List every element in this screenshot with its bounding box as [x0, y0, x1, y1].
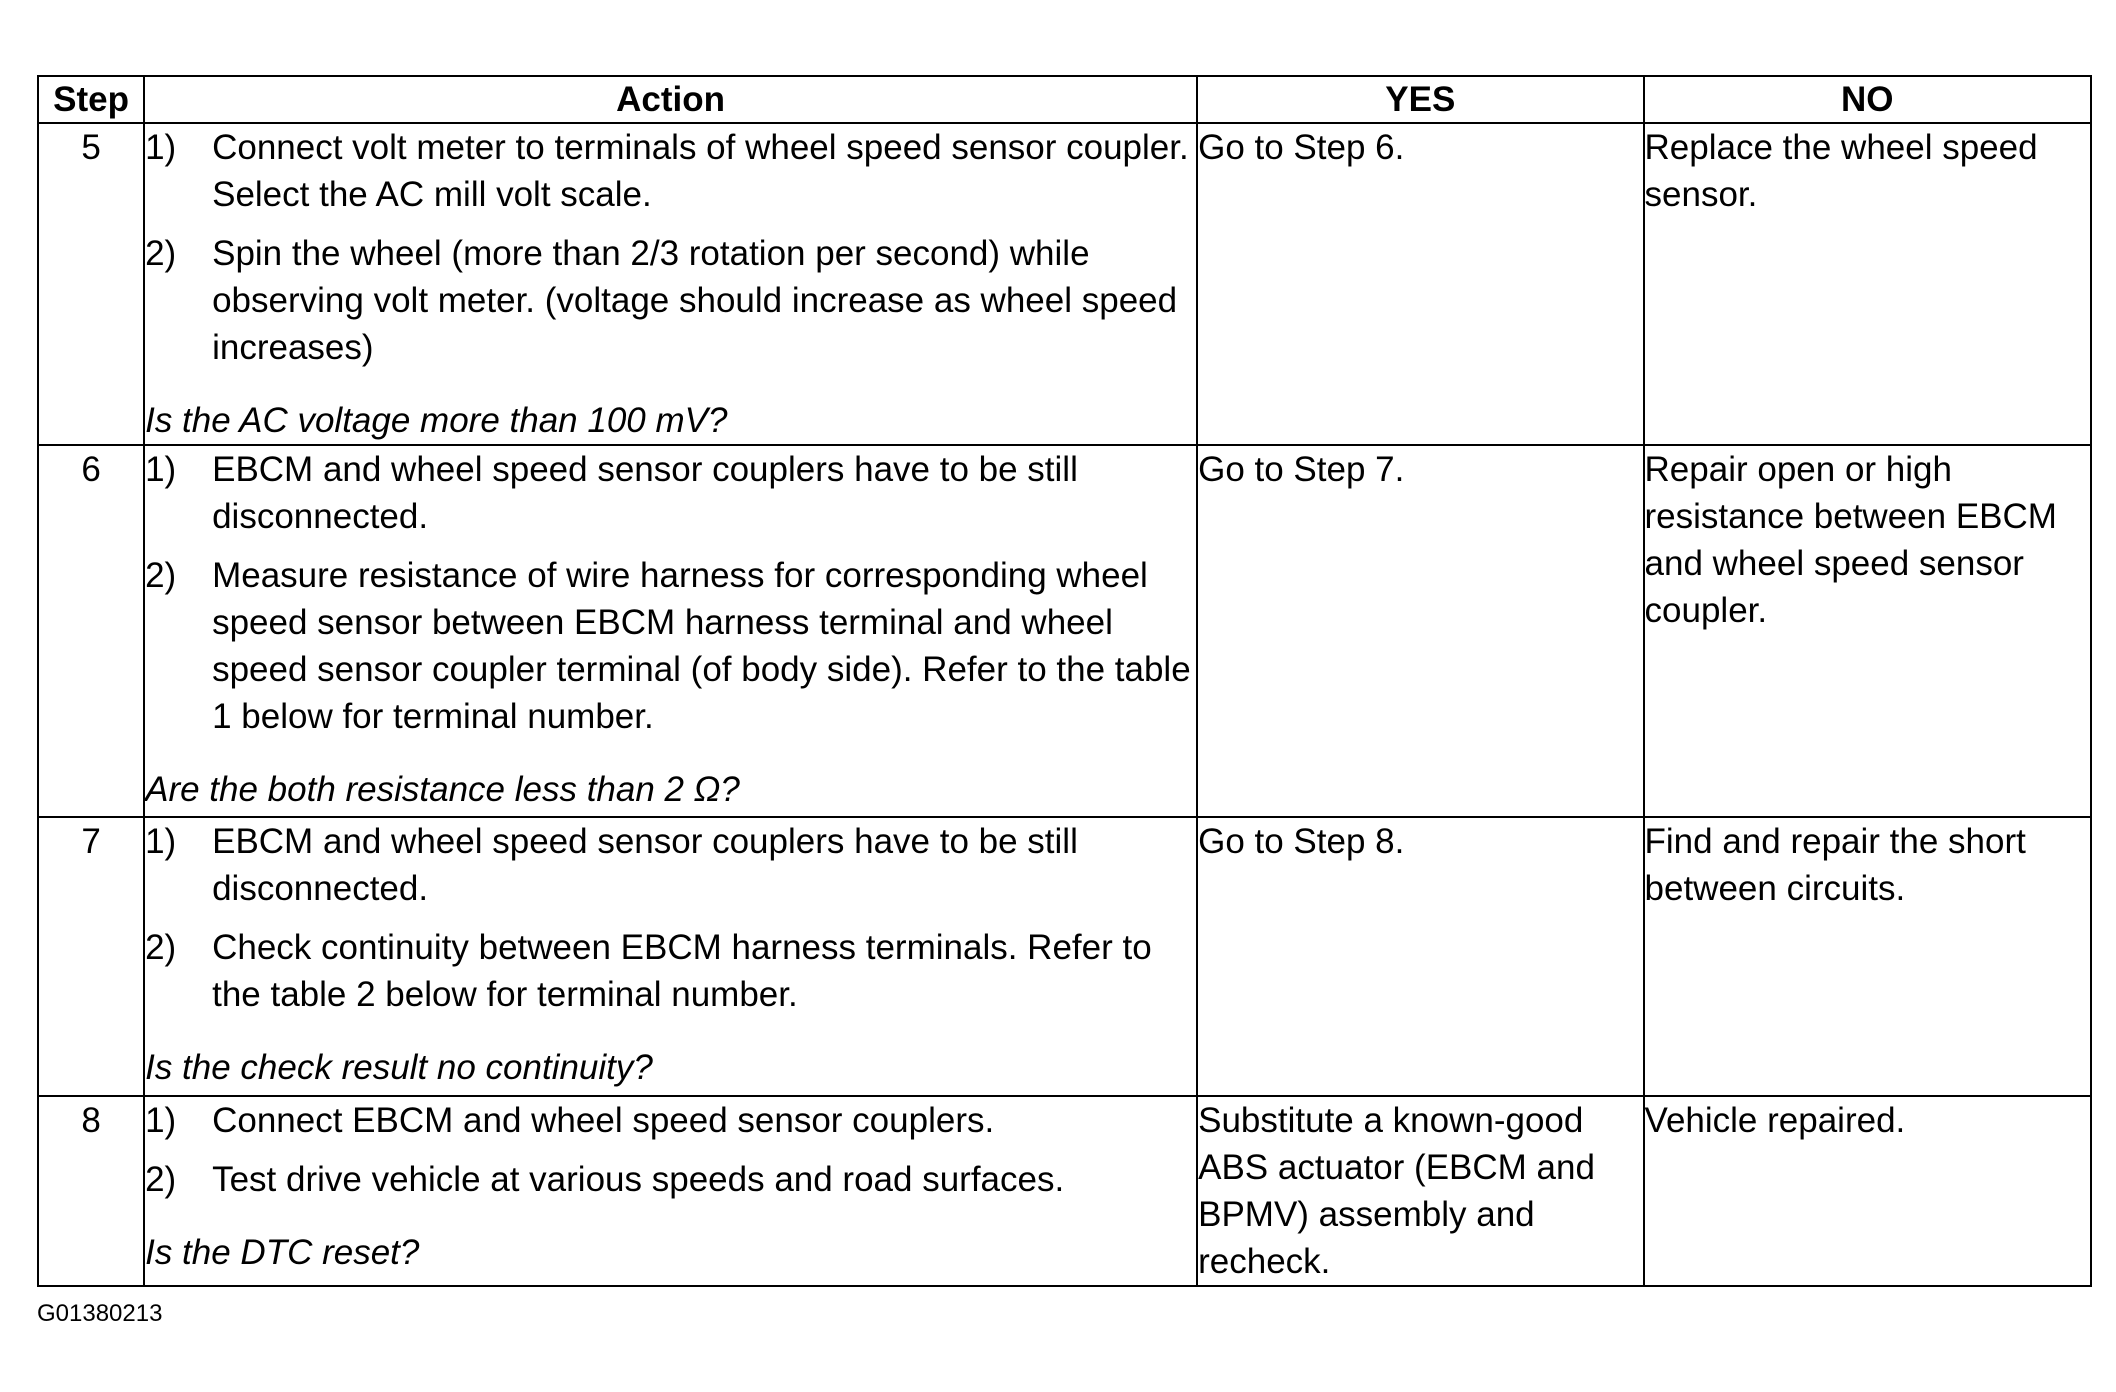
header-step: Step — [38, 76, 144, 123]
yes-result: Go to Step 8. — [1197, 817, 1643, 1096]
action-substep — [145, 924, 1196, 1018]
action-cell — [144, 123, 1197, 445]
action-cell — [144, 1096, 1197, 1286]
header-yes: YES — [1197, 76, 1643, 123]
action-substep — [145, 230, 1196, 371]
step-number: 7 — [38, 817, 144, 1096]
figure-code: G01380213 — [37, 1300, 163, 1327]
action-cell — [144, 817, 1197, 1096]
substep-number: 2) — [145, 928, 177, 967]
header-no: NO — [1644, 76, 2091, 123]
substep-number: 1) — [145, 1101, 177, 1140]
substep-text: Measure resistance of wire harness for corresponding wheel speed sensor between EBCM harness terminal and wheel speed sensor coupler terminal (of body side). Refer to the table 1 below for terminal number. — [212, 556, 1191, 736]
substep-text: Test drive vehicle at various speeds and road surfaces. — [212, 1160, 1065, 1199]
action-substep — [145, 124, 1196, 218]
action-substep — [145, 818, 1196, 912]
header-action: Action — [144, 76, 1197, 123]
step-question: Is the check result no continuity? — [145, 1048, 653, 1087]
substep-number: 1) — [145, 128, 177, 167]
action-substep — [145, 552, 1196, 740]
yes-result: Substitute a known-good ABS actuator (EBCM and BPMV) assembly and recheck. — [1197, 1096, 1643, 1286]
action-substep — [145, 1097, 1196, 1144]
table-row-step-5 — [38, 123, 2091, 445]
substep-number: 2) — [145, 1160, 177, 1199]
step-question: Are the both resistance less than 2 Ω? — [145, 770, 740, 809]
no-result: Replace the wheel speed sensor. — [1644, 123, 2091, 445]
substep-number: 2) — [145, 556, 177, 595]
substep-number: 1) — [145, 450, 177, 489]
table-header-row — [38, 76, 2091, 123]
diagnostic-procedure-table — [37, 75, 2092, 1287]
action-substep — [145, 446, 1196, 540]
substep-text: Spin the wheel (more than 2/3 rotation per second) while observing volt meter. (voltage should increase as wheel speed increases) — [212, 234, 1178, 367]
table-row-step-8 — [38, 1096, 2091, 1286]
yes-result: Go to Step 6. — [1197, 123, 1643, 445]
step-question: Is the AC voltage more than 100 mV? — [145, 401, 728, 440]
no-result: Vehicle repaired. — [1644, 1096, 2091, 1286]
step-number: 5 — [38, 123, 144, 445]
diagnostic-table-container — [37, 75, 2092, 1287]
table-row-step-6 — [38, 445, 2091, 817]
yes-result: Go to Step 7. — [1197, 445, 1643, 817]
substep-number: 2) — [145, 234, 177, 273]
substep-text: Check continuity between EBCM harness terminals. Refer to the table 2 below for terminal number. — [212, 928, 1152, 1014]
no-result: Find and repair the short between circuits. — [1644, 817, 2091, 1096]
step-number: 6 — [38, 445, 144, 817]
step-number: 8 — [38, 1096, 144, 1286]
no-result: Repair open or high resistance between EBCM and wheel speed sensor coupler. — [1644, 445, 2091, 817]
table-row-step-7 — [38, 817, 2091, 1096]
step-question: Is the DTC reset? — [145, 1233, 420, 1272]
action-substep — [145, 1156, 1196, 1203]
substep-text: EBCM and wheel speed sensor couplers have to be still disconnected. — [212, 450, 1078, 536]
substep-text: Connect volt meter to terminals of wheel speed sensor coupler. Select the AC mill volt scale. — [212, 128, 1189, 214]
substep-text: Connect EBCM and wheel speed sensor couplers. — [212, 1101, 995, 1140]
substep-number: 1) — [145, 822, 177, 861]
action-cell — [144, 445, 1197, 817]
substep-text: EBCM and wheel speed sensor couplers have to be still disconnected. — [212, 822, 1078, 908]
